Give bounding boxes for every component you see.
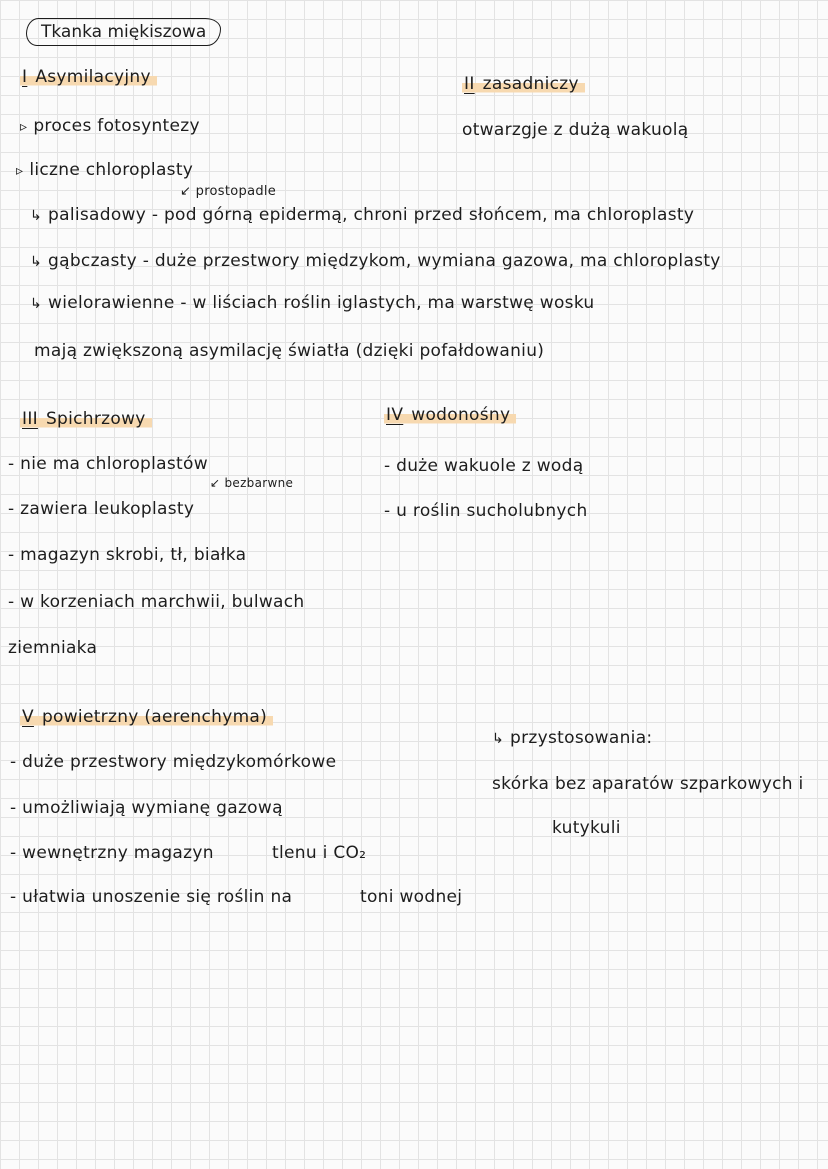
arrow-icon: ↳ — [30, 296, 43, 312]
s3-line-3: - magazyn skrobi, tł, białka — [8, 545, 247, 565]
s1-line-3: ↳ wielorawienne - w liściach roślin iglastych, ma warstwę wosku — [30, 293, 595, 313]
s4-line-1: - duże wakuole z wodą — [384, 456, 584, 476]
arrow-icon: ↳ — [30, 208, 43, 224]
s1-bullet-1: ▹ proces fotosyntezy — [20, 116, 200, 136]
adapt-line-1: skórka bez aparatów szparkowych i — [492, 774, 804, 794]
section-3-heading: III Spichrzowy — [20, 409, 152, 429]
section-2-heading: II zasadniczy — [462, 74, 585, 94]
s3-line-5: ziemniaka — [8, 638, 98, 658]
s1-bullet-2: ▹ liczne chloroplasty — [16, 160, 194, 180]
s3-line-4: - w korzeniach marchwii, bulwach — [8, 592, 305, 612]
s1-line-1: ↳ palisadowy - pod górną epidermą, chroni przed słońcem, ma chloroplasty — [30, 205, 695, 225]
s4-line-2: - u roślin sucholubnych — [384, 501, 588, 521]
tick-arrow-icon: ↙ — [210, 476, 221, 490]
s1-note: ↙ prostopadle — [180, 184, 277, 199]
arrow-icon: ↳ — [492, 731, 505, 747]
triangle-bullet-icon: ▹ — [20, 119, 28, 135]
section-4-heading: IV wodonośny — [384, 405, 516, 425]
triangle-bullet-icon: ▹ — [16, 163, 24, 179]
s5-line-2: - umożliwiają wymianę gazową — [10, 798, 283, 818]
s5-line-4: - ułatwia unoszenie się roślin na — [10, 887, 293, 907]
s3-note: ↙ bezbarwne — [210, 476, 294, 490]
s5-line-3: - wewnętrzny magazyn — [10, 843, 214, 863]
adapt-line-2: kutykuli — [552, 818, 621, 838]
tick-arrow-icon: ↙ — [180, 184, 192, 199]
s3-line-1: - nie ma chloroplastów — [8, 454, 208, 474]
s3-line-2: - zawiera leukoplasty — [8, 499, 195, 519]
adapt-heading: ↳ przystosowania: — [492, 728, 653, 748]
s5-line-4b: toni wodnej — [360, 887, 463, 907]
s5-line-1: - duże przestwory międzykomórkowe — [10, 752, 337, 772]
s5-line-3b: tlenu i CO₂ — [272, 843, 367, 863]
section-1-heading: I Asymilacyjny — [20, 67, 157, 87]
arrow-icon: ↳ — [30, 254, 43, 270]
s1-line-2: ↳ gąbczasty - duże przestwory międzykom, wymiana gazowa, ma chloroplasty — [30, 251, 721, 271]
s2-line-1: otwarzgje z dużą wakuolą — [462, 120, 689, 140]
page-title: Tkanka miękiszowa — [26, 18, 221, 46]
section-5-heading: V powietrzny (aerenchyma) — [20, 707, 273, 727]
s1-line-4: mają zwiększoną asymilację światła (dzięki pofałdowaniu) — [34, 341, 545, 361]
